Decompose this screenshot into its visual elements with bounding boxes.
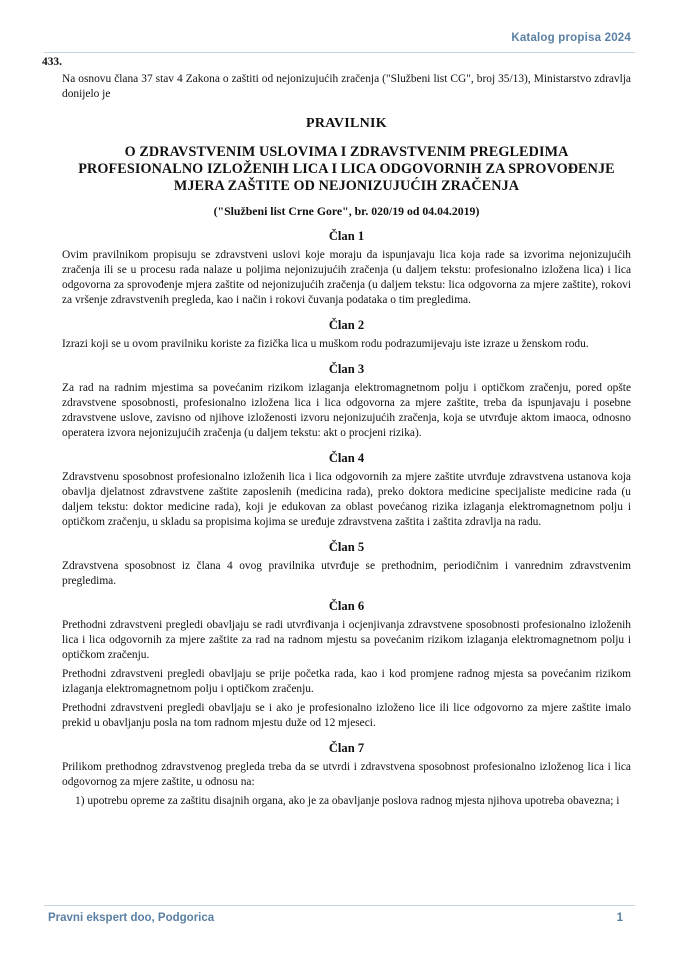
document-body — [42, 55, 631, 809]
regulation-number: 433. — [42, 56, 62, 68]
article-2-paragraph-1: Izrazi koji se u ovom pravilniku koriste za fizička lica u muškom rodu podrazumijevaju iste izraze u ženskom rodu. — [62, 338, 589, 350]
article-6-title: Član 6 — [328, 599, 365, 613]
article-1-title: Član 1 — [328, 229, 365, 243]
article-5-title: Član 5 — [328, 540, 365, 554]
article-7-list-item-1: 1) upotrebu opreme za zaštitu disajnih organa, ako je za obavljanje poslova radnog mjesta njihova upotreba obavezna; i — [75, 795, 620, 807]
document-subtitle: O ZDRAVSTVENIM USLOVIMA I ZDRAVSTVENIM PREGLEDIMA PROFESIONALNO IZLOŽENIH LICA I LICA ODGOVORNIH ZA SPROVOĐENJE MJERA ZAŠTITE OD NEJONIZUJUĆIH ZRAČENJA — [78, 144, 615, 194]
page-header — [44, 32, 635, 53]
document-title: PRAVILNIK — [305, 116, 387, 131]
article-7-paragraph-1: Prilikom prethodnog zdravstvenog pregleda treba da se utvrdi i zdravstvena sposobnost profesionalno izloženog lica i lica odgovornog za mjere zaštite, u odnosu na: — [62, 761, 631, 788]
article-6-paragraph-1: Prethodni zdravstveni pregledi obavljaju se radi utvrđivanja i ocjenjivanja zdravstvene sposobnosti profesionalno izloženih lica i lica odgovornih za mjere zaštite za rad na radnom mjestu sa povećanim rizikom izlaganja elektromagnetnom polju i optičkom zračenju. — [62, 619, 631, 661]
article-7-title: Član 7 — [328, 741, 365, 755]
article-3-paragraph-1: Za rad na radnim mjestima sa povećanim rizikom izlaganja elektromagnetnom polju i optičkom zračenju, pored opšte zdravstvene sposobnosti, profesionalno izložena lica i lica odgovorna za mjere zaštite, treba da ispunjavaju i posebne zdravstvene uslove, zavisno od njihove izloženosti izvoru nejonizujućih zračenja, koja se utvrđuje aktom imaoca, odnosno operatera izvora nejonizujućih zračenja (u daljem tekstu: akt o procjeni rizika). — [62, 382, 631, 439]
article-1-paragraph-1: Ovim pravilnikom propisuju se zdravstveni uslovi koje moraju da ispunjavaju lica koja rade sa izvorima nejonizujućih zračenja ili se u procesu rada nalaze u poljima nejonizujućih zračenja (u daljem tekstu: profesionalno izložena lica) i lica odgovorna za sprovođenje mjera zaštite od nejonizujućih zračenja (u daljem tekstu: lica odgovorna za mjere zaštite), rokovi za vršenje zdravstvenih pregleda, kao i način i rokovi čuvanja podataka o tim pregledima. — [62, 249, 631, 306]
catalog-brand: Katalog propisa 2024 — [511, 32, 631, 44]
article-4-title: Član 4 — [328, 451, 365, 465]
publisher-name: Pravni ekspert doo, Podgorica — [48, 912, 215, 924]
page-footer — [44, 905, 635, 928]
page-number: 1 — [616, 912, 623, 924]
article-6-paragraph-2: Prethodni zdravstveni pregledi obavljaju se prije početka rada, kao i kod promjene radnog mjesta sa povećanim rizikom izlaganja elektromagnetnom polju i optičkom zračenju. — [62, 668, 631, 695]
article-5-paragraph-1: Zdravstvena sposobnost iz člana 4 ovog pravilnika utvrđuje se prethodnim, periodičnim i vanrednim zdravstvenim pregledima. — [62, 560, 631, 587]
gazette-reference: ("Službeni list Crne Gore", br. 020/19 od 04.04.2019) — [213, 204, 480, 218]
article-4-paragraph-1: Zdravstvenu sposobnost profesionalno izloženih lica i lica odgovornih za mjere zaštite utvrđuje zdravstvena ustanova koja obavlja djelatnost zdravstvene zaštite zaposlenih (medicina rada), preko doktora medicine specijaliste medicine rada (u daljem tekstu: doktor medicine rada), koji je edukovan za oblast povećanog rizika izlaganja elektromagnetnom polju i optičkom zračenju, u skladu sa propisima kojima se uređuje zdravstvena zaštita i zaštita zdravlja na radu. — [62, 471, 631, 528]
article-2-title: Član 2 — [328, 318, 365, 332]
article-3-title: Član 3 — [328, 362, 365, 376]
article-6-paragraph-3: Prethodni zdravstveni pregledi obavljaju se i ako je profesionalno izloženo lice ili lice odgovorno za mjere zaštite imalo prekid u obavljanju posla na tom radnom mjestu duže od 12 mjeseci. — [62, 702, 631, 729]
intro-paragraph: Na osnovu člana 37 stav 4 Zakona o zaštiti od nejonizujućih zračenja ("Službeni list CG", broj 35/13), Ministarstvo zdravlja donijelo je — [62, 73, 631, 100]
